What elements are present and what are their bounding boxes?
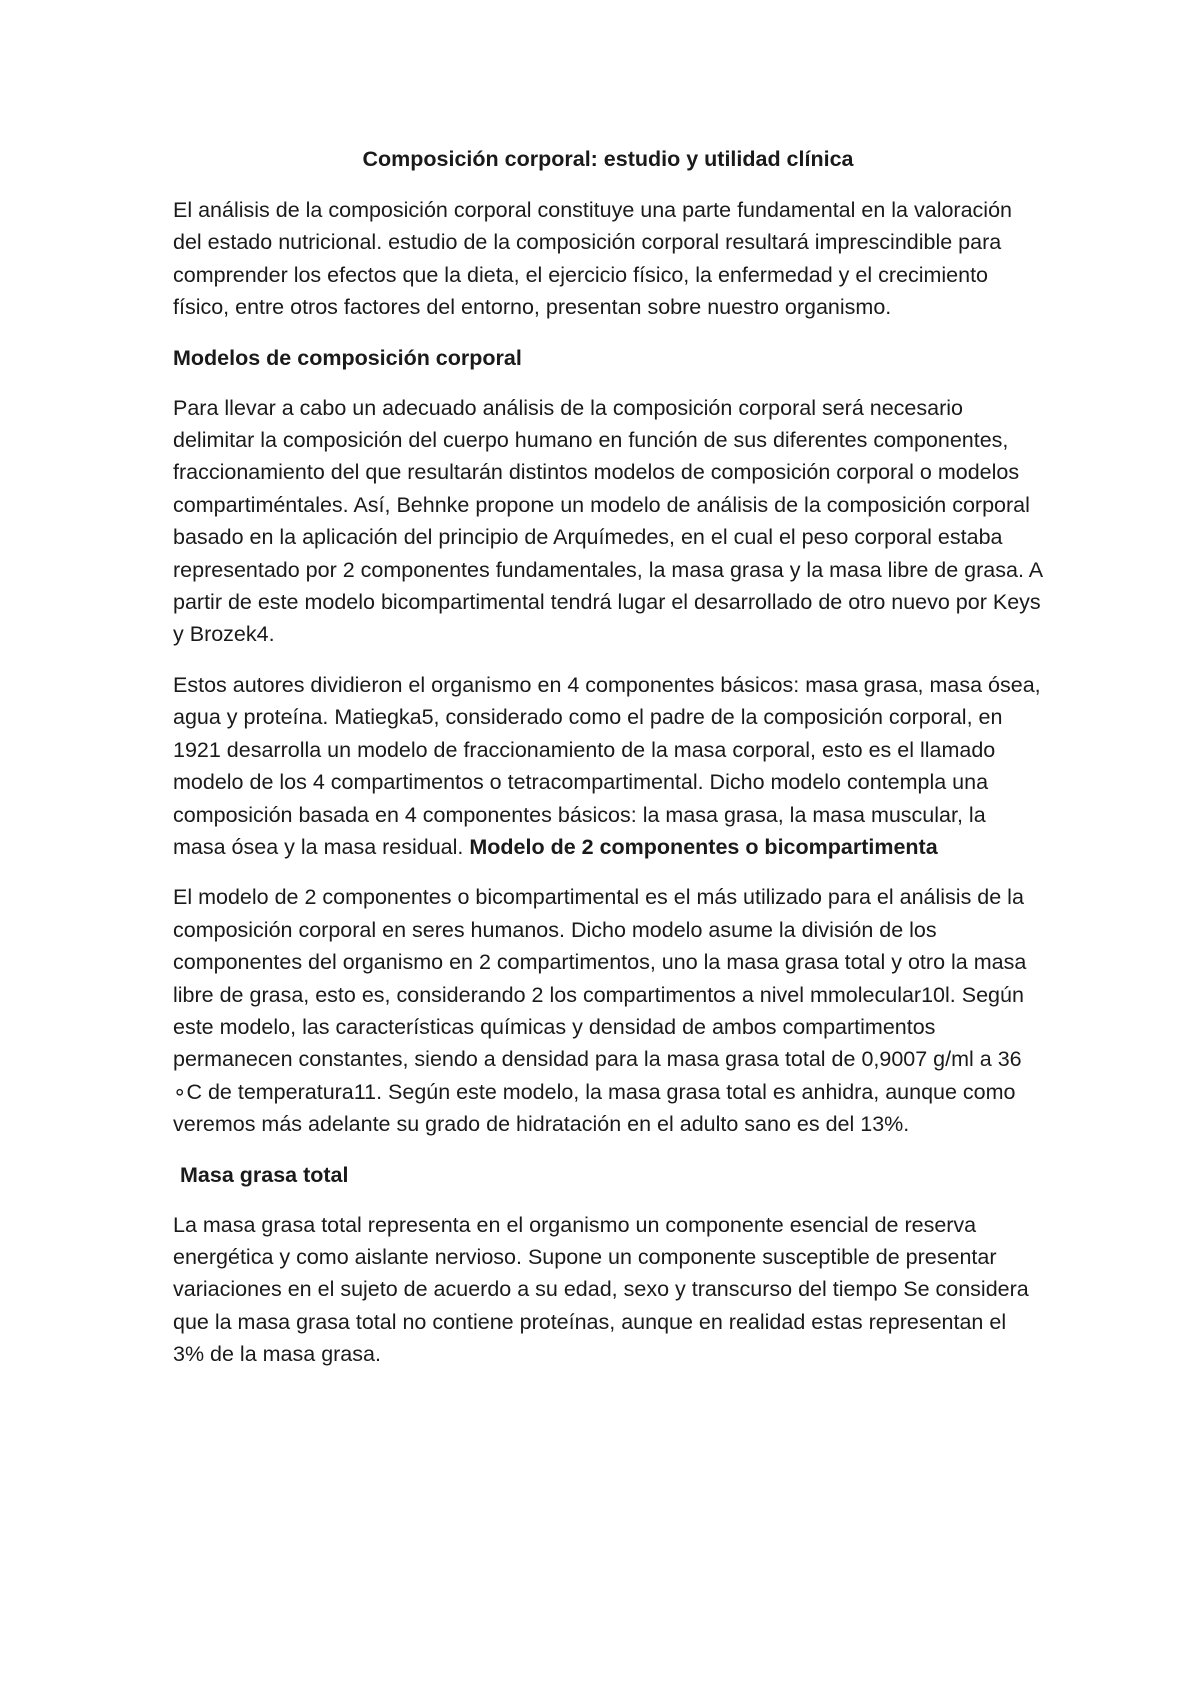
intro-paragraph: El análisis de la composición corporal constituye una parte fundamental en la valoración del estado nutricional. estudio de la composición corporal resultará imprescindible para comprender los efectos que la dieta, el ejercicio físico, la enfermedad y el crecimiento físico, entre otros factores del entorno, presentan sobre nuestro organismo. bbox=[173, 198, 1012, 320]
paragraph-modelos-1: Para llevar a cabo un adecuado análisis de la composición corporal será necesario delimitar la composición del cuerpo humano en función de sus diferentes componentes, fraccionamiento del que resultarán distintos modelos de composición corporal o modelos compartiméntales. Así, Behnke propone un modelo de análisis de la composición corporal basado en la aplicación del principio de Arquímedes, en el cual el peso corporal estaba representado por 2 componentes fundamentales, la masa grasa y la masa libre de grasa. A partir de este modelo bicompartimental tendrá lugar el desarrollado de otro nuevo por Keys y Brozek4. bbox=[173, 395, 1042, 647]
paragraph-modelos-2-text: Estos autores dividieron el organismo en 4 componentes básicos: masa grasa, masa ósea, agua y proteína. Matiegka5, considerado como el padre de la composición corporal, en 1921 desarrolla un modelo de fraccionamiento de la masa corporal, esto es el llamado modelo de los 4 compartimentos o tetracompartimental. Dicho modelo contempla una composición basada en 4 componentes básicos: la masa grasa, la masa muscular, la masa ósea y la masa residual. bbox=[173, 672, 1041, 859]
section-heading-modelos: Modelos de composición corporal bbox=[173, 345, 522, 370]
paragraph-masa-grasa: La masa grasa total representa en el organismo un componente esencial de reserva energética y como aislante nervioso. Supone un componente susceptible de presentar variaciones en el sujeto de acuerdo a su edad, sexo y transcurso del tiempo Se considera que la masa grasa total no contiene proteínas, aunque en realidad estas representan el 3% de la masa grasa. bbox=[173, 1212, 1029, 1367]
paragraph-modelos-2 bbox=[173, 669, 1043, 863]
section-heading-masa-grasa: Masa grasa total bbox=[180, 1162, 349, 1187]
document-title: Composición corporal: estudio y utilidad clínica bbox=[362, 147, 854, 171]
paragraph-bicompartimental: El modelo de 2 componentes o bicompartimental es el más utilizado para el análisis de la composición corporal en seres humanos. Dicho modelo asume la división de los componentes del organismo en 2 compartimentos, uno la masa grasa total y otro la masa libre de grasa, esto es, considerando 2 los compartimentos a nivel mmolecular10l. Según este modelo, las características químicas y densidad de ambos compartimentos permanecen constantes, siendo a densidad para la masa grasa total de 0,9007 g/ml a 36 ∘C de temperatura11. Según este modelo, la masa grasa total es anhidra, aunque como veremos más adelante su grado de hidratación en el adulto sano es del 13%. bbox=[173, 885, 1027, 1137]
document-body bbox=[173, 143, 1043, 1389]
inline-heading-bicompartimental: Modelo de 2 componentes o bicompartimenta bbox=[469, 834, 938, 859]
